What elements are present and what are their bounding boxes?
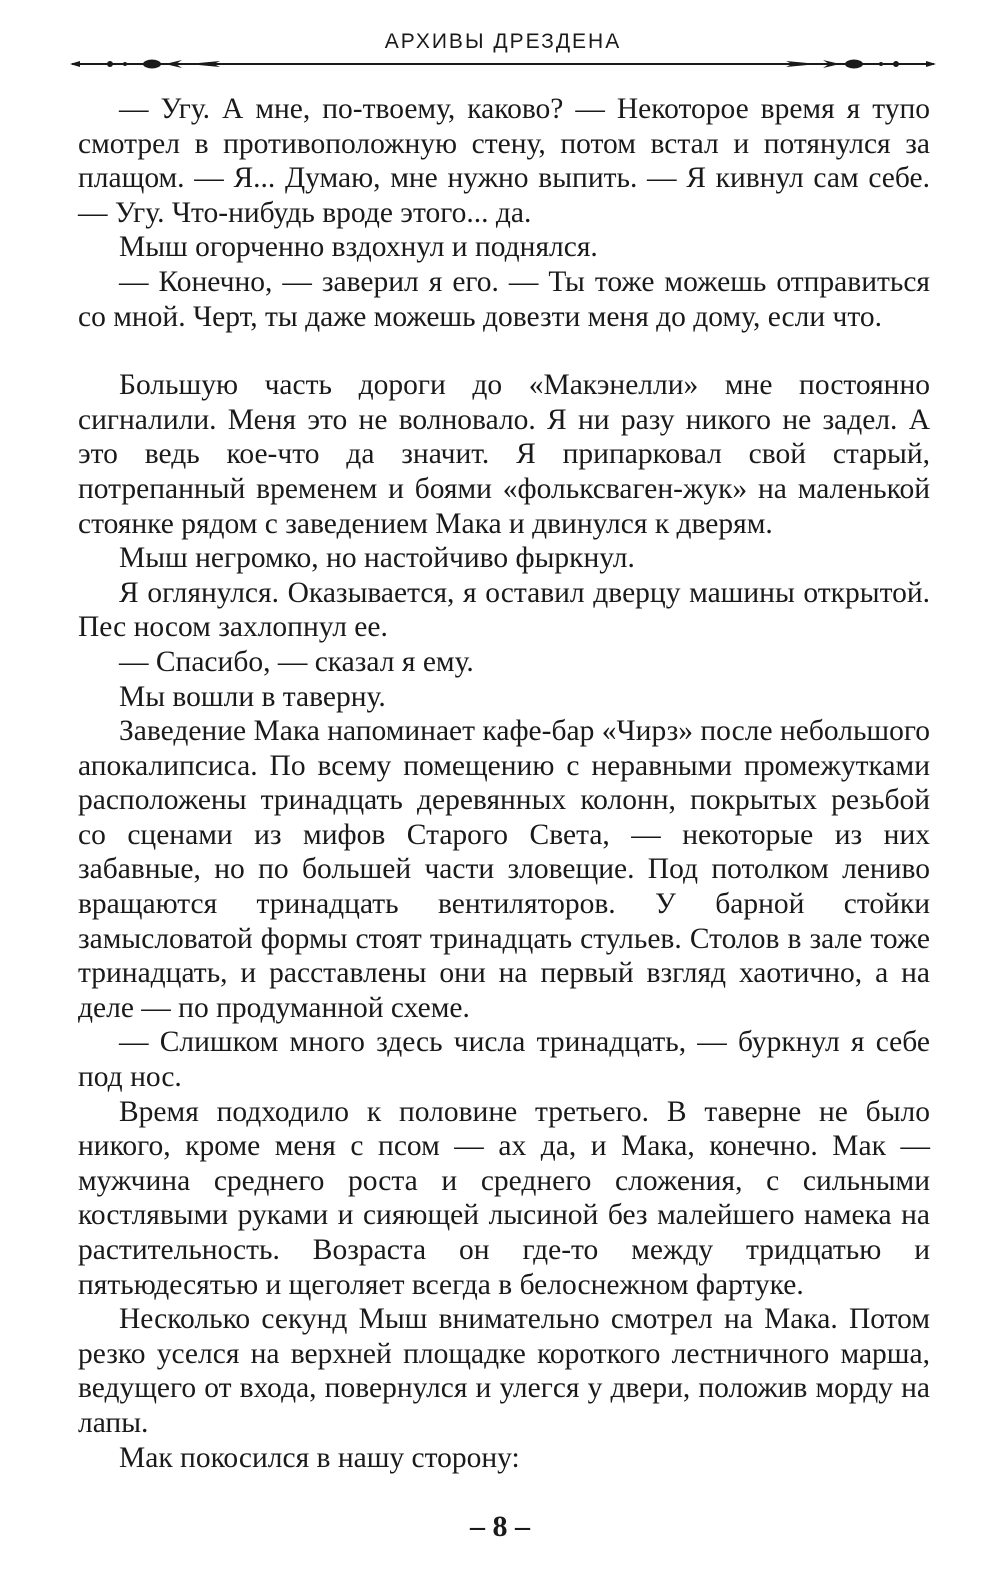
- running-header: [70, 28, 936, 76]
- paragraph: Мыш огорченно вздохнул и поднялся.: [119, 231, 598, 264]
- paragraph: Заведение Мака напоминает кафе-бар «Чирз» после небольшого апокалипсиса. По всему помещению с неравными промежутками расположены тринадцать деревянных колонн, покрытых резьбой со сценами из мифов Старого Света, — некоторые из них забавные, но по большей части зловещие. Под потолком лениво вращаются тринадцать вентиляторов. У барной стойки замысловатой формы стоят тринадцать стульев. Столов в зале тоже тринадцать, и расставлены они на первый взгляд хаотично, а на деле — по продуманной схеме.: [78, 715, 930, 1024]
- page-number: – 8 –: [470, 1510, 530, 1543]
- paragraph: Я оглянулся. Оказывается, я оставил дверцу машины открытой. Пес носом захлопнул ее.: [78, 576, 930, 644]
- ornamental-rule: [70, 58, 936, 70]
- paragraph: Несколько секунд Мыш внимательно смотрел на Мака. Потом резко уселся на верхней площадке короткого лестничного марша, ведущего от входа, повернулся и улегся у двери, положив морду на лапы.: [78, 1303, 930, 1439]
- paragraph: Мы вошли в таверну.: [119, 680, 386, 713]
- paragraph: — Спасибо, — сказал я ему.: [119, 645, 474, 678]
- running-header-title: АРХИВЫ ДРЕЗДЕНА: [384, 30, 622, 53]
- paragraph: Мак покосился в нашу сторону:: [119, 1441, 520, 1474]
- body-text: [78, 92, 930, 1475]
- paragraph: — Слишком много здесь числа тринадцать, — буркнул я себе под нос.: [78, 1026, 930, 1094]
- paragraph: Время подходило к половине третьего. В таверне не было никого, кроме меня с псом — ах да, и Мака, конечно. Мак — мужчина среднего роста и среднего сложения, с сильными костлявыми руками и сияющей лысиной без малейшего намека на растительность. Возраста он где-то между тридцатью и пятьюдесятью и щеголяет всегда в белоснежном фартуке.: [78, 1095, 930, 1301]
- paragraph: Мыш негромко, но настойчиво фыркнул.: [119, 542, 635, 575]
- paragraph: Большую часть дороги до «Макэнелли» мне постоянно сигналили. Меня это не волновало. Я ни разу никого не задел. А это ведь кое-что да значит. Я припарковал свой старый, потрепанный временем и боями «фольксваген-жук» на маленькой стоянке рядом с заведением Мака и двинулся к дверям.: [78, 369, 930, 540]
- paragraph: — Конечно, — заверил я его. — Ты тоже можешь отправиться со мной. Черт, ты даже можешь довезти меня до дому, если что.: [78, 265, 930, 333]
- paragraph: — Угу. А мне, по-твоему, каково? — Некоторое время я тупо смотрел в противоположную стену, потом встал и потянулся за плащом. — Я... Думаю, мне нужно выпить. — Я кивнул сам себе. — Угу. Что-нибудь вроде этого... да.: [78, 93, 930, 229]
